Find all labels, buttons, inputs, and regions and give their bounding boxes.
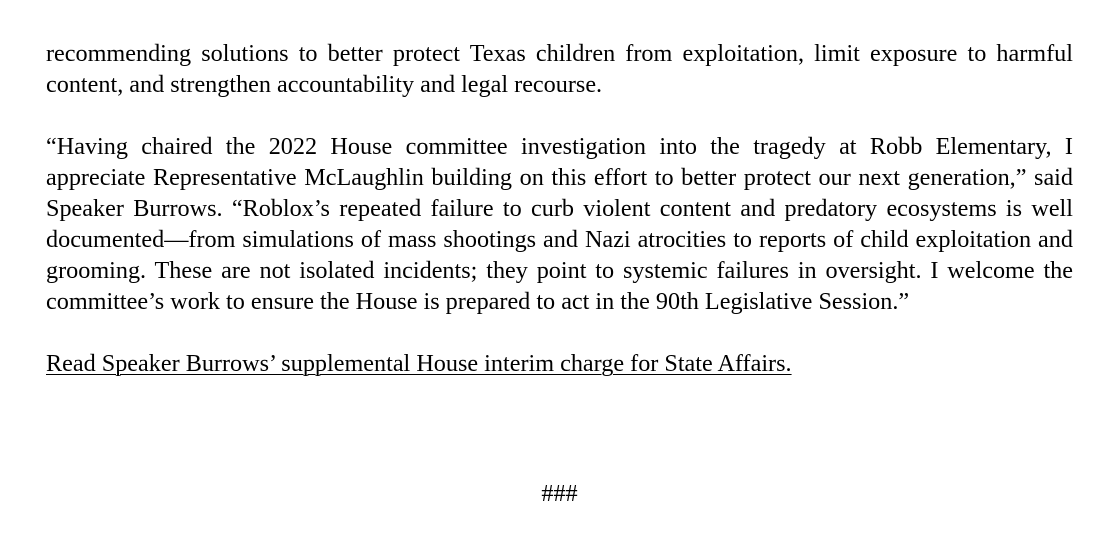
paragraph-spacer	[46, 317, 1073, 348]
paragraph-recommendations: recommending solutions to better protect Texas children from exploitation, limit exposure to harmful content, and strengthen accountability and legal recourse.	[46, 40, 1073, 98]
link-paragraph	[46, 348, 1073, 379]
paragraph-speaker-quote: “Having chaired the 2022 House committee investigation into the tragedy at Robb Elementary, I appreciate Representative McLaughlin building on this effort to better protect our next generation,” said Speaker Burrows. “Roblox’s repeated failure to curb violent content and predatory ecosystems is well documented—from simulations of mass shootings and Nazi atrocities to reports of child exploitation and grooming. These are not isolated incidents; they point to systemic failures in oversight. I welcome the committee’s work to ensure the House is prepared to act in the 90th Legislative Session.”	[46, 133, 1073, 315]
interim-charge-link[interactable]: Read Speaker Burrows’ supplemental House interim charge for State Affairs.	[46, 350, 792, 377]
end-of-release-mark: ###	[541, 480, 578, 507]
paragraph-spacer	[46, 100, 1073, 131]
document-body	[46, 38, 1073, 507]
